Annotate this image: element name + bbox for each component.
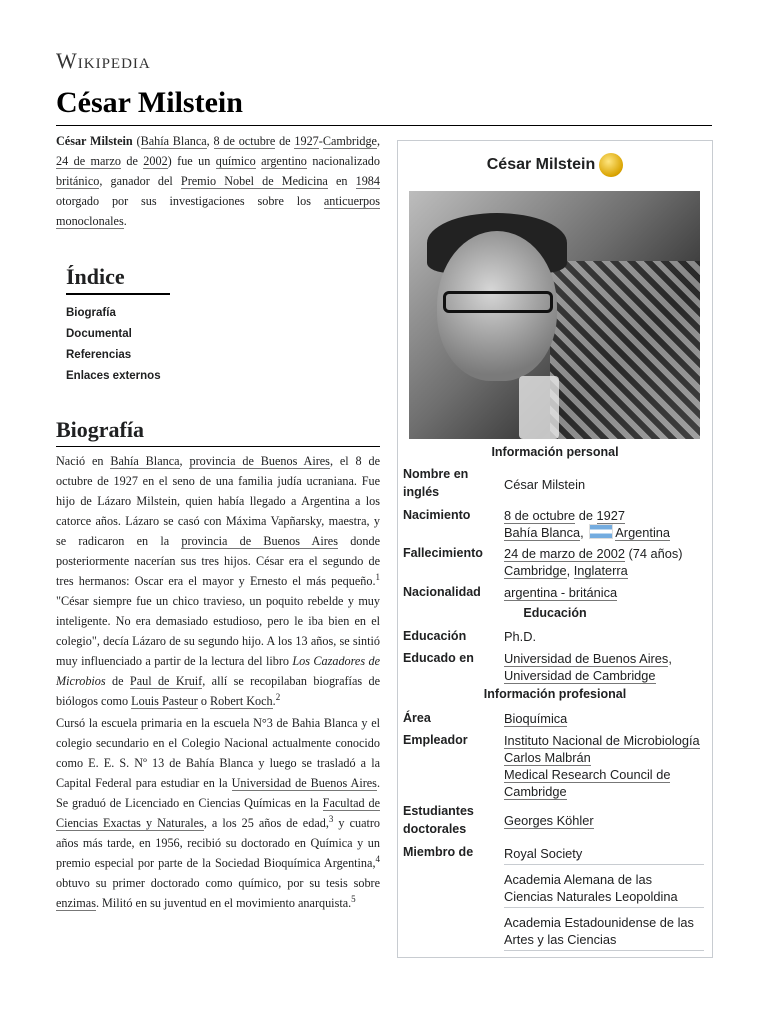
intro-text: ) fue un bbox=[167, 154, 216, 168]
book-title: Los Cazadores de Microbios bbox=[56, 654, 380, 688]
bio-text: "César siempre fue un chico travieso, un poquito rebelde y muy inteligente. No era demasiado estudioso, pero le iba bien en el colegio", decía Lázaro de su segundo hijo. A los 13 años, se sintió muy influenciado a partir de la lectura del libro bbox=[56, 594, 380, 668]
bio-text: Cursó la escuela primaria en la escuela N°3 de Bahia Blanca y el colegio secundario en el Colegio Nacional actualmente conocido como E. E. S. Nº 13 de Bahía Blanca y luego se trasladó a la Capital Federal para estudiar en la bbox=[56, 716, 380, 790]
intro-text: . bbox=[123, 214, 127, 228]
reference-3[interactable]: 3 bbox=[328, 813, 334, 824]
link-24-marzo[interactable]: 24 de marzo bbox=[56, 154, 121, 168]
reference-2[interactable]: 2 bbox=[275, 691, 281, 702]
value-nacimiento bbox=[504, 507, 704, 541]
link-academia-estadounidense[interactable]: Academia Estadounidense de las Artes y las Ciencias bbox=[504, 914, 704, 951]
link-georges-kohler[interactable]: Georges Köhler bbox=[504, 813, 594, 828]
link-enzimas[interactable]: enzimas bbox=[56, 896, 96, 910]
link-inglaterra[interactable]: Inglaterra bbox=[573, 563, 628, 578]
link-8-octubre[interactable]: 8 de octubre bbox=[213, 134, 276, 148]
toc-title: Índice bbox=[66, 264, 170, 295]
link-nacionalidad[interactable]: argentina - británica bbox=[504, 585, 618, 600]
link-24-marzo-2002[interactable]: 24 de marzo de 2002 bbox=[504, 546, 625, 561]
infobox-section-profesional: Información profesional bbox=[483, 687, 627, 701]
link-bahia-blanca[interactable]: Bahía Blanca bbox=[110, 454, 180, 468]
infobox-section-educacion: Educación bbox=[523, 606, 587, 620]
toc-item-documental[interactable]: Documental bbox=[66, 328, 132, 340]
value-text: , bbox=[668, 651, 672, 666]
intro-text: , bbox=[376, 134, 381, 148]
bio-text: , el 8 de octubre de 1927 en el seno de una familia judía ucraniana. Fue hijo de Lázaro Milstein, quien había llegado a Argentina a los catorce años. Lázaro se casó con Máxima Vapñarsky, maestra, y se radicaron en la bbox=[56, 454, 381, 548]
reference-1[interactable]: 1 bbox=[375, 571, 380, 582]
link-instituto-malbran[interactable]: Instituto Nacional de Microbiología Carlos Malbrán bbox=[504, 733, 700, 765]
reference-4[interactable]: 4 bbox=[375, 853, 380, 864]
label-fallecimiento: Fallecimiento bbox=[403, 546, 483, 560]
bio-text: y cuatro años más tarde, en 1956, recibió su doctorado en Química y un premio especial por parte de la Sociedad Bioquímica Argentina, bbox=[56, 816, 381, 870]
bio-paragraph-2 bbox=[56, 713, 380, 913]
link-provincia-buenos-aires[interactable]: provincia de Buenos Aires bbox=[181, 534, 338, 548]
intro-paragraph bbox=[56, 131, 380, 231]
bio-text: de bbox=[105, 674, 130, 688]
bio-text: donde posteriormente nacerían sus tres hijos. César era el segundo de tres hermanos: Oscar era el mayor y Ernesto el más pequeño. bbox=[56, 534, 380, 588]
intro-text: ( bbox=[132, 134, 141, 148]
infobox bbox=[397, 140, 713, 958]
value-empleador bbox=[504, 732, 704, 800]
value-estudiantes-doctorales bbox=[504, 812, 704, 829]
intro-text: , ganador del bbox=[99, 174, 181, 188]
link-quimico[interactable]: químico bbox=[215, 154, 256, 168]
bio-text: obtuvo su primer doctorado como químico, por su tesis sobre bbox=[56, 876, 380, 890]
link-provincia-buenos-aires[interactable]: provincia de Buenos Aires bbox=[189, 454, 330, 468]
value-nacionalidad bbox=[504, 584, 704, 601]
section-heading-biografia: Biografía bbox=[56, 417, 380, 447]
link-1927[interactable]: 1927 bbox=[294, 134, 319, 148]
bio-text: . bbox=[272, 694, 276, 708]
link-robert-koch[interactable]: Robert Koch bbox=[210, 694, 273, 708]
label-miembro-de: Miembro de bbox=[403, 845, 474, 859]
bio-text: , a los 25 años de edad, bbox=[203, 816, 329, 830]
link-anticuerpos[interactable]: anticuerpos monoclonales bbox=[56, 194, 380, 228]
bio-paragraph-1 bbox=[56, 451, 380, 711]
value-educado-en bbox=[504, 650, 704, 684]
toc-item-enlaces-externos[interactable]: Enlaces externos bbox=[66, 370, 161, 382]
infobox-title-text: César Milstein bbox=[486, 156, 596, 174]
toc-item-biografia[interactable]: Biografía bbox=[66, 307, 116, 319]
link-8-octubre[interactable]: 8 de octubre bbox=[504, 508, 576, 523]
value-text: , bbox=[566, 563, 574, 578]
intro-name: César Milstein bbox=[56, 134, 133, 148]
link-paul-de-kruif[interactable]: Paul de Kruif bbox=[129, 674, 203, 688]
intro-text: de bbox=[120, 154, 144, 168]
label-educado-en: Educado en bbox=[403, 651, 474, 665]
wikipedia-logo[interactable]: Wikipedia bbox=[56, 48, 151, 73]
value-nombre-ingles: César Milstein bbox=[504, 477, 586, 492]
label-nacionalidad: Nacionalidad bbox=[403, 585, 481, 599]
link-cambridge[interactable]: Cambridge bbox=[322, 134, 377, 148]
reference-5[interactable]: 5 bbox=[351, 893, 356, 904]
link-academia-leopoldina[interactable]: Academia Alemana de las Ciencias Naturales Leopoldina bbox=[504, 871, 704, 908]
portrait-photo[interactable] bbox=[409, 191, 700, 439]
intro-text: de bbox=[275, 134, 295, 148]
value-miembro-de bbox=[504, 845, 704, 957]
link-bahia-blanca[interactable]: Bahía Blanca bbox=[140, 134, 207, 148]
nobel-medal-icon bbox=[599, 153, 623, 177]
link-bioquimica[interactable]: Bioquímica bbox=[504, 711, 568, 726]
bio-text: . Militó en su juventud en el movimiento anarquista. bbox=[95, 896, 352, 910]
infobox-section-personal: Información personal bbox=[491, 445, 619, 459]
link-royal-society[interactable]: Royal Society bbox=[504, 845, 704, 865]
link-premio-nobel[interactable]: Premio Nobel de Medicina bbox=[180, 174, 328, 188]
intro-text: en bbox=[327, 174, 356, 188]
toc-item-referencias[interactable]: Referencias bbox=[66, 349, 132, 361]
label-estudiantes-doctorales: Estudiantes doctorales bbox=[403, 804, 474, 836]
label-nacimiento: Nacimiento bbox=[403, 508, 471, 522]
link-cambridge[interactable]: Cambridge bbox=[504, 563, 567, 578]
value-text: de bbox=[575, 508, 597, 523]
page-title: César Milstein bbox=[56, 86, 243, 119]
link-1984[interactable]: 1984 bbox=[355, 174, 380, 188]
intro-text: otorgado por sus investigaciones sobre los bbox=[56, 194, 324, 208]
link-universidad-buenos-aires[interactable]: Universidad de Buenos Aires bbox=[231, 776, 377, 790]
link-argentina[interactable]: Argentina bbox=[615, 525, 671, 540]
value-educacion: Ph.D. bbox=[504, 629, 537, 644]
bio-text: o bbox=[197, 694, 211, 708]
label-area: Área bbox=[403, 711, 431, 725]
intro-text: , bbox=[206, 134, 214, 148]
label-nombre-ingles: Nombre en inglés bbox=[403, 467, 469, 499]
value-area bbox=[504, 710, 704, 727]
photo-glasses bbox=[443, 291, 553, 313]
intro-text: nacionalizado bbox=[306, 154, 380, 168]
bio-text: , allí se recopilaban biografías de biólogos como bbox=[56, 674, 380, 708]
link-bahia-blanca[interactable]: Bahía Blanca bbox=[504, 525, 581, 540]
link-universidad-buenos-aires[interactable]: Universidad de Buenos Aires bbox=[504, 651, 669, 666]
value-text: , bbox=[580, 525, 588, 540]
bio-text: , bbox=[179, 454, 190, 468]
link-universidad-cambridge[interactable]: Universidad de Cambridge bbox=[504, 668, 656, 683]
bio-text: . Se graduó de Licenciado en Ciencias Químicas en la bbox=[56, 776, 380, 810]
bio-text: Nació en bbox=[56, 454, 111, 468]
photo-shirt bbox=[550, 261, 700, 439]
link-louis-pasteur[interactable]: Louis Pasteur bbox=[131, 694, 198, 708]
link-britanico[interactable]: británico bbox=[56, 174, 100, 188]
argentina-flag-icon bbox=[589, 524, 613, 539]
intro-text: - bbox=[318, 134, 323, 148]
infobox-title bbox=[398, 153, 712, 177]
label-educacion: Educación bbox=[403, 629, 467, 643]
link-medical-research-council[interactable]: Medical Research Council de Cambridge bbox=[504, 767, 671, 799]
value-fallecimiento bbox=[504, 545, 704, 579]
link-2002[interactable]: 2002 bbox=[143, 154, 168, 168]
value-text: (74 años) bbox=[624, 546, 683, 561]
table-of-contents bbox=[66, 264, 176, 387]
link-facultad-ciencias-exactas[interactable]: Facultad de Ciencias Exactas y Naturales bbox=[56, 796, 380, 830]
link-argentino[interactable]: argentino bbox=[261, 154, 307, 168]
photo-drinking-glass bbox=[519, 376, 559, 439]
link-1927[interactable]: 1927 bbox=[596, 508, 625, 523]
title-divider bbox=[56, 125, 712, 126]
label-empleador: Empleador bbox=[403, 733, 468, 747]
